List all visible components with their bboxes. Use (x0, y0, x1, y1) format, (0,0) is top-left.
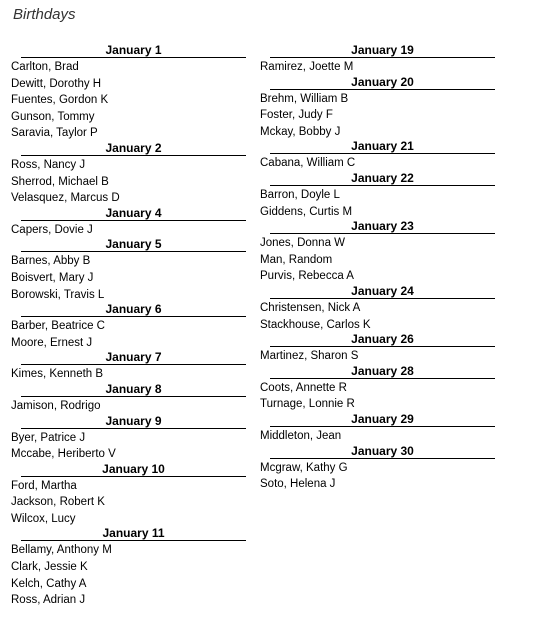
person-name: Gunson, Tommy (11, 110, 95, 123)
person-name: Kelch, Cathy A (11, 577, 87, 590)
person-name: Carlton, Brad (11, 61, 79, 73)
date-heading: January 8 (21, 383, 246, 397)
date-heading: January 10 (21, 463, 246, 477)
person-name: Mcgraw, Kathy G (260, 461, 348, 474)
name-list (11, 221, 251, 239)
date-group (260, 333, 500, 365)
date-group (11, 142, 251, 207)
date-heading: January 26 (270, 333, 495, 347)
date-group (260, 413, 500, 445)
date-heading: January 22 (270, 172, 495, 186)
date-heading: January 21 (270, 140, 495, 154)
birthday-column-right (260, 44, 500, 493)
person-name: Dewitt, Dorothy H (11, 77, 102, 90)
name-list (11, 429, 251, 463)
date-heading: January 1 (21, 44, 246, 58)
name-list (260, 58, 500, 76)
person-name: Turnage, Lonnie R (260, 398, 355, 411)
person-name: Ross, Nancy J (11, 158, 86, 171)
person-name: Ford, Martha (11, 479, 77, 492)
person-name: Jones, Donna W (260, 237, 346, 250)
birthday-column-left (11, 44, 251, 609)
person-name: Fuentes, Gordon K (11, 94, 109, 107)
person-name: Barber, Beatrice C (11, 320, 105, 333)
person-name: Coots, Annette R (260, 381, 347, 394)
date-group (260, 365, 500, 413)
date-heading: January 30 (270, 445, 495, 459)
name-list (260, 427, 500, 445)
name-list (260, 90, 500, 141)
person-name: Foster, Judy F (260, 109, 333, 122)
person-name: Wilcox, Lucy (11, 512, 76, 525)
person-name: Jackson, Robert K (11, 496, 105, 509)
date-heading: January 11 (21, 527, 246, 541)
date-heading: January 2 (21, 142, 246, 156)
date-group (11, 527, 251, 608)
date-heading: January 9 (21, 415, 246, 429)
person-name: Sherrod, Michael B (11, 175, 109, 188)
name-list (11, 252, 251, 303)
person-name: Giddens, Curtis M (260, 205, 353, 218)
page-title: Birthdays (13, 6, 76, 23)
name-list (260, 347, 500, 365)
date-heading: January 20 (270, 76, 495, 90)
person-name: Saravia, Taylor P (11, 127, 98, 140)
person-name: Soto, Helena J (260, 478, 336, 491)
date-heading: January 19 (270, 44, 495, 58)
date-heading: January 23 (270, 220, 495, 234)
date-group (260, 445, 500, 493)
date-group (260, 220, 500, 285)
name-list (11, 477, 251, 528)
person-name: Borowski, Travis L (11, 288, 105, 301)
person-name: Velasquez, Marcus D (11, 192, 120, 205)
name-list (260, 299, 500, 333)
person-name: Martinez, Sharon S (260, 350, 359, 363)
name-list (260, 234, 500, 285)
person-name: Brehm, William B (260, 92, 349, 105)
person-name: Jamison, Rodrigo (11, 399, 101, 412)
person-name: Mckay, Bobby J (260, 125, 341, 138)
person-name: Kimes, Kenneth B (11, 368, 104, 381)
person-name: Boisvert, Mary J (11, 271, 94, 284)
person-name: Stackhouse, Carlos K (260, 318, 371, 331)
person-name: Man, Random (260, 253, 333, 266)
date-group (11, 463, 251, 528)
person-name: Ramirez, Joette M (260, 61, 354, 73)
name-list (260, 459, 500, 493)
date-heading: January 6 (21, 303, 246, 317)
name-list (260, 186, 500, 220)
name-list (11, 317, 251, 351)
person-name: Purvis, Rebecca A (260, 270, 354, 283)
date-group (260, 172, 500, 220)
person-name: Christensen, Nick A (260, 301, 361, 314)
date-group (11, 238, 251, 303)
date-group (11, 44, 251, 142)
person-name: Ross, Adrian J (11, 594, 86, 607)
date-group (11, 207, 251, 239)
date-heading: January 7 (21, 351, 246, 365)
date-group (11, 303, 251, 351)
person-name: Byer, Patrice J (11, 431, 86, 444)
name-list (260, 154, 500, 172)
date-group (260, 76, 500, 141)
date-heading: January 5 (21, 238, 246, 252)
person-name: Middleton, Jean (260, 429, 342, 442)
date-heading: January 4 (21, 207, 246, 221)
name-list (11, 58, 251, 142)
date-heading: January 24 (270, 285, 495, 299)
date-group (11, 351, 251, 383)
person-name: Barron, Doyle L (260, 188, 340, 201)
name-list (11, 541, 251, 608)
person-name: Mccabe, Heriberto V (11, 448, 116, 461)
date-group (260, 44, 500, 76)
person-name: Bellamy, Anthony M (11, 544, 112, 557)
date-heading: January 28 (270, 365, 495, 379)
person-name: Cabana, William C (260, 157, 356, 170)
date-group (11, 383, 251, 415)
name-list (11, 397, 251, 415)
person-name: Clark, Jessie K (11, 561, 88, 574)
date-heading: January 29 (270, 413, 495, 427)
person-name: Barnes, Abby B (11, 255, 91, 268)
name-list (11, 365, 251, 383)
person-name: Moore, Ernest J (11, 336, 93, 349)
date-group (260, 285, 500, 333)
date-group (11, 415, 251, 463)
date-group (260, 140, 500, 172)
name-list (260, 379, 500, 413)
person-name: Capers, Dovie J (11, 223, 93, 236)
name-list (11, 156, 251, 207)
